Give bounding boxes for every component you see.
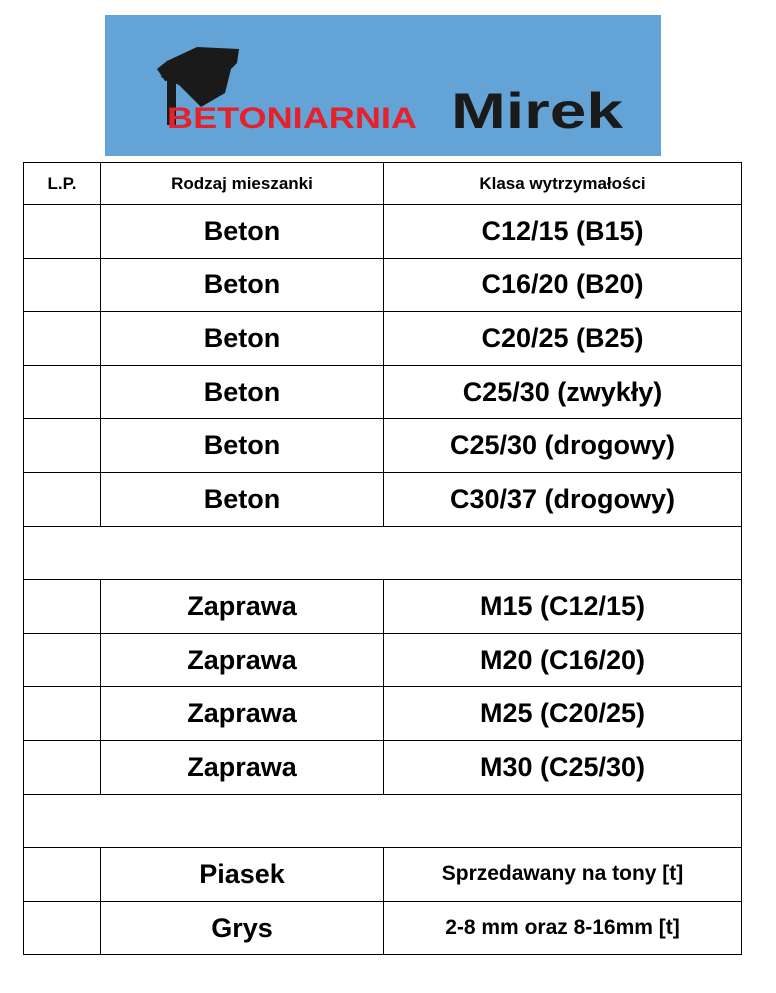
cell-mix-type: Zaprawa [101,740,384,794]
cell-mix-type: Zaprawa [101,580,384,634]
header-lp: L.P. [24,163,101,205]
cell-strength-class: Sprzedawany na tony [t] [384,848,742,902]
cell-strength-class: C16/20 (B20) [384,258,742,312]
cell-lp [24,848,101,902]
cell-strength-class: M20 (C16/20) [384,633,742,687]
header-strength-class: Klasa wytrzymałości [384,163,742,205]
cell-strength-class: C12/15 (B15) [384,205,742,259]
table-header-row [24,163,742,205]
logo-text-betoniarnia: BETONIARNIA [167,102,417,135]
price-table [23,162,742,955]
cell-lp [24,633,101,687]
cell-strength-class: C30/37 (drogowy) [384,472,742,526]
cell-mix-type: Beton [101,472,384,526]
cell-lp [24,258,101,312]
table-row [24,633,742,687]
logo-graphic [105,15,661,156]
cell-lp [24,580,101,634]
table-row [24,365,742,419]
cell-mix-type: Beton [101,312,384,366]
table-row [24,258,742,312]
spacer-row [24,794,742,848]
cell-mix-type: Piasek [101,848,384,902]
cell-mix-type: Beton [101,205,384,259]
cell-mix-type: Zaprawa [101,687,384,741]
table-row [24,472,742,526]
spacer-cell [24,794,742,848]
cell-mix-type: Beton [101,258,384,312]
cell-strength-class: M30 (C25/30) [384,740,742,794]
table-body [24,205,742,955]
cell-mix-type: Grys [101,901,384,955]
cell-lp [24,740,101,794]
header-mix-type: Rodzaj mieszanki [101,163,384,205]
cell-mix-type: Beton [101,365,384,419]
logo-banner [105,15,661,156]
cell-mix-type: Beton [101,419,384,473]
cell-strength-class: 2-8 mm oraz 8-16mm [t] [384,901,742,955]
table-row [24,580,742,634]
table-row [24,848,742,902]
table-row [24,901,742,955]
table-row [24,312,742,366]
table-row [24,740,742,794]
cell-lp [24,687,101,741]
cell-lp [24,205,101,259]
cell-strength-class: M25 (C20/25) [384,687,742,741]
cell-strength-class: M15 (C12/15) [384,580,742,634]
cell-strength-class: C20/25 (B25) [384,312,742,366]
cell-mix-type: Zaprawa [101,633,384,687]
cell-lp [24,365,101,419]
cell-strength-class: C25/30 (zwykły) [384,365,742,419]
spacer-row [24,526,742,580]
spacer-cell [24,526,742,580]
cell-lp [24,312,101,366]
cell-strength-class: C25/30 (drogowy) [384,419,742,473]
logo-text-mirek: Mirek [451,83,624,139]
table-row [24,419,742,473]
table-row [24,205,742,259]
cell-lp [24,901,101,955]
table-row [24,687,742,741]
cell-lp [24,419,101,473]
cell-lp [24,472,101,526]
